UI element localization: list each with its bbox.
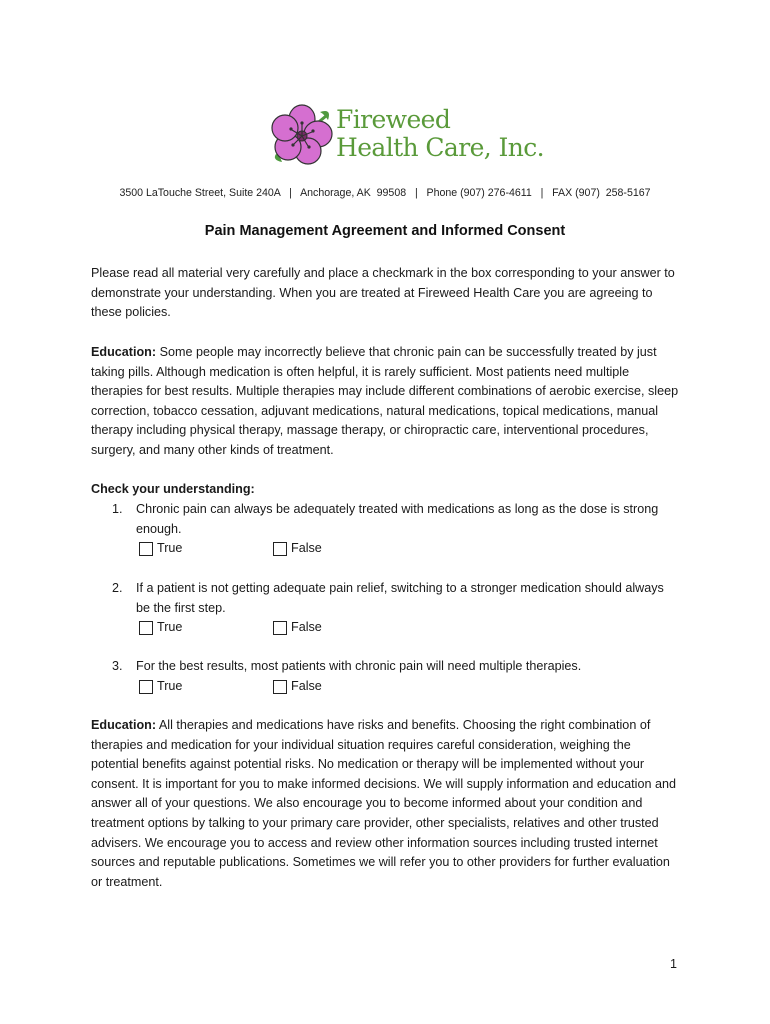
true-checkbox[interactable]	[139, 621, 153, 635]
answer-true-option[interactable]	[139, 677, 182, 697]
false-checkbox[interactable]	[273, 542, 287, 556]
contact-address: 3500 LaTouche Street, Suite 240A | Anchorage, AK 99508 | Phone (907) 276-4611 | FAX (907) 258-5167	[119, 187, 651, 199]
question-number: 3.	[112, 659, 123, 673]
answer-true-option[interactable]	[139, 618, 182, 638]
answer-true-option[interactable]	[139, 539, 182, 559]
company-name-line2: Health Care, Inc.	[336, 133, 544, 162]
check-understanding-heading: Check your understanding:	[91, 482, 255, 496]
answer-false-option[interactable]	[273, 539, 322, 559]
question-item	[91, 500, 691, 540]
intro-paragraph: Please read all material very carefully and place a checkmark in the box corresponding to your answer to demonstrate your understanding. When you are treated at Fireweed Health Care you are agreeing to these policies.	[91, 266, 675, 320]
true-label: True	[157, 679, 183, 693]
fireweed-flower-icon	[270, 104, 334, 168]
document-title: Pain Management Agreement and Informed Consent	[204, 223, 566, 239]
page-number: 1	[670, 957, 678, 971]
true-checkbox[interactable]	[139, 542, 153, 556]
false-checkbox[interactable]	[273, 680, 287, 694]
company-logo	[270, 102, 544, 172]
question-number: 2.	[112, 581, 123, 595]
education-paragraph-2	[91, 716, 681, 892]
education-text: Some people may incorrectly believe that chronic pain can be successfully treated by just taking pills. Although medication is often helpful, it is rarely sufficient. Most patients need multiple therapies for best results. Multiple therapies may include different combinations of aerobic exercise, sleep correction, tobacco cessation, adjuvant medications, natural medications, topical medications, manual therapy including physical therapy, massage therapy, or chiropractic care, interventional procedures, surgery, and many other kinds of treatment.	[91, 345, 679, 457]
false-label: False	[291, 620, 322, 634]
question-text: Chronic pain can always be adequately treated with medications as long as the dose is strong enough.	[136, 502, 659, 536]
answer-false-option[interactable]	[273, 618, 322, 638]
question-number: 1.	[112, 502, 123, 516]
question-text: If a patient is not getting adequate pain relief, switching to a stronger medication should always be the first step.	[136, 581, 664, 615]
company-name	[336, 106, 544, 162]
false-label: False	[291, 541, 322, 555]
education-paragraph-1	[91, 343, 681, 461]
true-checkbox[interactable]	[139, 680, 153, 694]
company-name-line1: Fireweed	[336, 105, 451, 134]
education-label: Education:	[91, 345, 157, 359]
question-text: For the best results, most patients with chronic pain will need multiple therapies.	[136, 659, 582, 673]
question-item	[91, 657, 691, 677]
true-label: True	[157, 620, 183, 634]
education-text: All therapies and medications have risks and benefits. Choosing the right combination of therapies and medication for your individual situation requires careful consideration, weighing the potential benefits against potential risks. No medication or therapy will be implemented without your consent. It is important for you to make informed decisions. We will supply information and education and answer all of your questions. We also encourage you to become informed about your condition and treatment options by talking to your primary care provider, other specialists, relatives and other trusted advisers. We encourage you to access and review other information sources including trusted internet sources and reputable publications. Sometimes we will refer you to other providers for further evaluation or treatment.	[91, 718, 676, 889]
false-label: False	[291, 679, 322, 693]
question-item	[91, 579, 691, 619]
answer-false-option[interactable]	[273, 677, 322, 697]
true-label: True	[157, 541, 183, 555]
false-checkbox[interactable]	[273, 621, 287, 635]
education-label: Education:	[91, 718, 157, 732]
